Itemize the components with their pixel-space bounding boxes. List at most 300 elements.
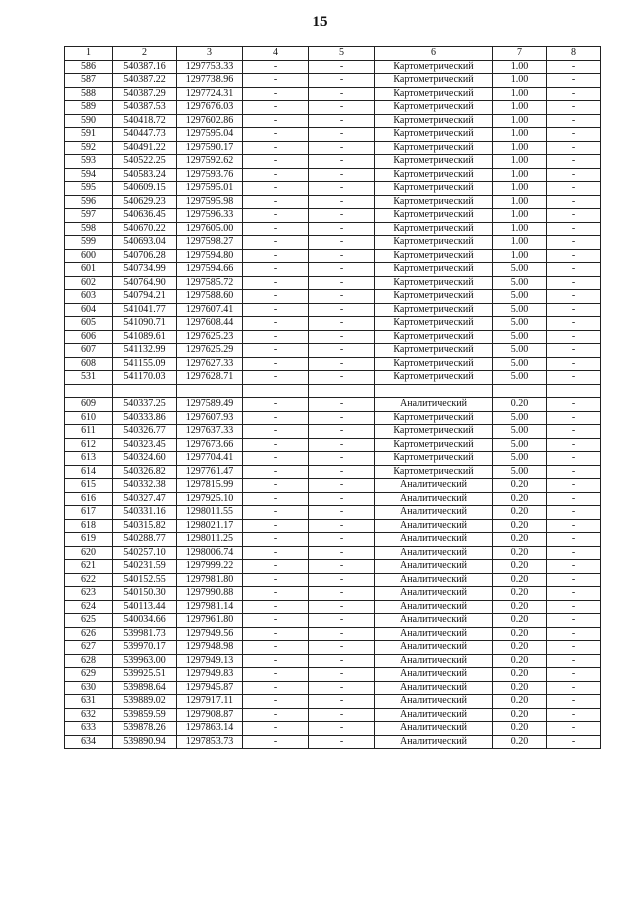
table-cell: -: [243, 587, 309, 601]
table-cell: 5.00: [493, 303, 547, 317]
table-row: [65, 735, 601, 749]
table-cell: -: [309, 411, 375, 425]
table-cell: 631: [65, 695, 113, 709]
table-cell: 0.20: [493, 681, 547, 695]
table-cell: -: [243, 371, 309, 385]
table-cell: 623: [65, 587, 113, 601]
table-cell: 632: [65, 708, 113, 722]
table-cell: Аналитический: [375, 708, 493, 722]
table-cell: 1297607.41: [177, 303, 243, 317]
table-cell: -: [547, 317, 601, 331]
table-cell: -: [547, 74, 601, 88]
table-cell: 541170.03: [113, 371, 177, 385]
table-cell: 539970.17: [113, 641, 177, 655]
table-cell: 541041.77: [113, 303, 177, 317]
table-cell: 1297853.73: [177, 735, 243, 749]
table-cell: 540332.38: [113, 479, 177, 493]
table-row: [65, 465, 601, 479]
table-cell: Картометрический: [375, 452, 493, 466]
table-cell: 596: [65, 195, 113, 209]
table-cell: 1297676.03: [177, 101, 243, 115]
table-cell: Картометрический: [375, 425, 493, 439]
table-cell: -: [243, 722, 309, 736]
table-cell: 595: [65, 182, 113, 196]
table-cell: 540323.45: [113, 438, 177, 452]
table-cell: 540447.73: [113, 128, 177, 142]
table-cell: -: [547, 276, 601, 290]
table-cell: 540387.53: [113, 101, 177, 115]
table-row: [65, 371, 601, 385]
table-cell: -: [243, 600, 309, 614]
table-row: [65, 60, 601, 74]
table-cell: -: [243, 209, 309, 223]
table-cell: -: [243, 573, 309, 587]
table-cell: 1297981.80: [177, 573, 243, 587]
table-cell: Картометрический: [375, 128, 493, 142]
table-cell: 1.00: [493, 195, 547, 209]
table-cell: -: [243, 668, 309, 682]
table-cell: 1.00: [493, 114, 547, 128]
table-cell: 1297949.13: [177, 654, 243, 668]
table-row: [65, 546, 601, 560]
table-cell: 1297596.33: [177, 209, 243, 223]
table-cell: 1297673.66: [177, 438, 243, 452]
table-cell: -: [243, 344, 309, 358]
table-cell: -: [243, 654, 309, 668]
table-cell: Картометрический: [375, 155, 493, 169]
table-cell: 1297999.22: [177, 560, 243, 574]
table-cell: Картометрический: [375, 357, 493, 371]
table-cell: -: [309, 452, 375, 466]
table-row: [65, 708, 601, 722]
table-cell: -: [309, 236, 375, 250]
table-cell: 1297627.33: [177, 357, 243, 371]
table-cell: -: [243, 492, 309, 506]
table-cell: -: [243, 60, 309, 74]
table-row: [65, 654, 601, 668]
table-cell: -: [547, 195, 601, 209]
table-row: [65, 141, 601, 155]
table-cell: -: [243, 452, 309, 466]
table-cell: 1297589.49: [177, 398, 243, 412]
table-row: [65, 492, 601, 506]
table-cell: 1298011.25: [177, 533, 243, 547]
table-cell: 634: [65, 735, 113, 749]
table-cell: -: [547, 290, 601, 304]
table-cell: Аналитический: [375, 641, 493, 655]
table-cell: 1.00: [493, 74, 547, 88]
table-cell: 599: [65, 236, 113, 250]
table-cell: -: [547, 492, 601, 506]
table-cell: 603: [65, 290, 113, 304]
table-cell: 589: [65, 101, 113, 115]
table-cell: -: [243, 681, 309, 695]
table-row: [65, 641, 601, 655]
table-cell: 5.00: [493, 371, 547, 385]
table-cell: 541132.99: [113, 344, 177, 358]
table-cell: 540734.99: [113, 263, 177, 277]
table-row: [65, 290, 601, 304]
table-cell: 628: [65, 654, 113, 668]
table-cell: -: [547, 708, 601, 722]
table-row: [65, 276, 601, 290]
table-cell: -: [547, 128, 601, 142]
table-cell: -: [309, 303, 375, 317]
table-cell: 1297595.98: [177, 195, 243, 209]
table-cell: 1297628.71: [177, 371, 243, 385]
table-cell: 540609.15: [113, 182, 177, 196]
table-cell: Картометрический: [375, 236, 493, 250]
table-cell: 593: [65, 155, 113, 169]
table-cell: [547, 384, 601, 398]
table-cell: 1298021.17: [177, 519, 243, 533]
table-row: [65, 573, 601, 587]
table-cell: -: [243, 479, 309, 493]
table-cell: -: [309, 155, 375, 169]
table-cell: 540670.22: [113, 222, 177, 236]
table-cell: -: [243, 708, 309, 722]
table-cell: -: [309, 654, 375, 668]
table-cell: -: [309, 209, 375, 223]
table-cell: -: [309, 573, 375, 587]
table-cell: 539859.59: [113, 708, 177, 722]
table-cell: 0.20: [493, 668, 547, 682]
table-cell: -: [547, 681, 601, 695]
table-cell: 540522.25: [113, 155, 177, 169]
table-cell: -: [309, 695, 375, 709]
table-cell: -: [309, 330, 375, 344]
table-cell: 597: [65, 209, 113, 223]
table-cell: -: [309, 492, 375, 506]
table-cell: -: [243, 546, 309, 560]
table-row: [65, 722, 601, 736]
table-cell: 629: [65, 668, 113, 682]
column-header: 8: [547, 47, 601, 61]
table-cell: 1297625.29: [177, 344, 243, 358]
table-cell: 540324.60: [113, 452, 177, 466]
table-cell: 0.20: [493, 533, 547, 547]
table-cell: -: [243, 101, 309, 115]
table-cell: 0.20: [493, 492, 547, 506]
table-cell: 539898.64: [113, 681, 177, 695]
table-cell: -: [309, 438, 375, 452]
table-cell: -: [309, 141, 375, 155]
table-cell: -: [547, 546, 601, 560]
column-header: 3: [177, 47, 243, 61]
table-cell: 0.20: [493, 587, 547, 601]
table-cell: -: [309, 101, 375, 115]
table-row: [65, 614, 601, 628]
table-header-row: [65, 47, 601, 61]
table-cell: Аналитический: [375, 668, 493, 682]
table-cell: Аналитический: [375, 627, 493, 641]
table-cell: 540387.16: [113, 60, 177, 74]
table-cell: 0.20: [493, 519, 547, 533]
table-cell: 1.00: [493, 141, 547, 155]
table-cell: -: [547, 465, 601, 479]
table-row: [65, 74, 601, 88]
table-row: [65, 195, 601, 209]
table-cell: 539925.51: [113, 668, 177, 682]
table-cell: 601: [65, 263, 113, 277]
table-cell: 1297590.17: [177, 141, 243, 155]
table-cell: -: [547, 141, 601, 155]
table-cell: -: [547, 263, 601, 277]
table-cell: 539889.02: [113, 695, 177, 709]
table-cell: 540491.22: [113, 141, 177, 155]
page-number: 15: [312, 14, 328, 30]
table-cell: Аналитический: [375, 519, 493, 533]
table-cell: 609: [65, 398, 113, 412]
table-cell: 0.20: [493, 546, 547, 560]
table-cell: 5.00: [493, 330, 547, 344]
table-cell: 539890.94: [113, 735, 177, 749]
table-cell: [113, 384, 177, 398]
table-cell: 539878.26: [113, 722, 177, 736]
table-cell: Картометрический: [375, 303, 493, 317]
table-cell: -: [309, 276, 375, 290]
table-cell: Аналитический: [375, 722, 493, 736]
table-cell: -: [547, 479, 601, 493]
table-cell: 0.20: [493, 641, 547, 655]
table-cell: -: [547, 168, 601, 182]
table-cell: -: [309, 371, 375, 385]
table-cell: -: [309, 600, 375, 614]
table-cell: 1297753.33: [177, 60, 243, 74]
table-cell: -: [309, 681, 375, 695]
table-cell: 1297949.83: [177, 668, 243, 682]
table-row: [65, 249, 601, 263]
table-cell: 5.00: [493, 344, 547, 358]
table-cell: 540150.30: [113, 587, 177, 601]
table-cell: -: [309, 708, 375, 722]
table-cell: Картометрический: [375, 263, 493, 277]
table-cell: 614: [65, 465, 113, 479]
table-row: [65, 533, 601, 547]
table-cell: -: [547, 222, 601, 236]
column-header: 1: [65, 47, 113, 61]
table-cell: -: [243, 438, 309, 452]
table-cell: 540113.44: [113, 600, 177, 614]
table-cell: -: [309, 465, 375, 479]
table-cell: -: [243, 317, 309, 331]
table-cell: Картометрический: [375, 411, 493, 425]
table-cell: -: [243, 263, 309, 277]
table-cell: 1.00: [493, 87, 547, 101]
table-cell: -: [547, 519, 601, 533]
table-cell: Аналитический: [375, 492, 493, 506]
table-cell: 1297602.86: [177, 114, 243, 128]
table-cell: 619: [65, 533, 113, 547]
table-cell: 1297981.14: [177, 600, 243, 614]
table-cell: -: [243, 128, 309, 142]
table-cell: 540333.86: [113, 411, 177, 425]
table-cell: -: [309, 114, 375, 128]
table-cell: [65, 384, 113, 398]
table-cell: 5.00: [493, 276, 547, 290]
table-cell: 1297925.10: [177, 492, 243, 506]
table-cell: -: [309, 249, 375, 263]
table-cell: 5.00: [493, 263, 547, 277]
table-cell: 540583.24: [113, 168, 177, 182]
table-cell: -: [309, 195, 375, 209]
table-cell: 586: [65, 60, 113, 74]
table-cell: -: [243, 114, 309, 128]
table-cell: -: [547, 330, 601, 344]
table-cell: -: [547, 533, 601, 547]
table-cell: Картометрический: [375, 141, 493, 155]
table-cell: [243, 384, 309, 398]
table-cell: 5.00: [493, 425, 547, 439]
table-cell: 618: [65, 519, 113, 533]
table-cell: -: [309, 128, 375, 142]
table-cell: -: [547, 573, 601, 587]
table-cell: -: [243, 425, 309, 439]
table-row: [65, 587, 601, 601]
table-cell: 633: [65, 722, 113, 736]
table-cell: -: [243, 695, 309, 709]
table-cell: 540152.55: [113, 573, 177, 587]
table-cell: 630: [65, 681, 113, 695]
table-cell: -: [547, 182, 601, 196]
table-cell: 540257.10: [113, 546, 177, 560]
table-cell: -: [547, 344, 601, 358]
table-cell: -: [547, 722, 601, 736]
table-cell: -: [547, 452, 601, 466]
table-cell: 540326.82: [113, 465, 177, 479]
table-cell: -: [309, 74, 375, 88]
table-cell: 1297917.11: [177, 695, 243, 709]
table-cell: 540315.82: [113, 519, 177, 533]
table-cell: -: [309, 344, 375, 358]
table-row: [65, 344, 601, 358]
table-row: [65, 560, 601, 574]
table-cell: Картометрический: [375, 371, 493, 385]
table-cell: 606: [65, 330, 113, 344]
table-cell: 607: [65, 344, 113, 358]
table-cell: 1297608.44: [177, 317, 243, 331]
table-row: [65, 452, 601, 466]
table-row: [65, 114, 601, 128]
table-row: [65, 101, 601, 115]
table-cell: 5.00: [493, 452, 547, 466]
table-cell: -: [309, 398, 375, 412]
table-cell: Картометрический: [375, 222, 493, 236]
table-cell: -: [547, 627, 601, 641]
table-cell: 600: [65, 249, 113, 263]
table-cell: 1297585.72: [177, 276, 243, 290]
table-cell: -: [547, 209, 601, 223]
table-row: [65, 128, 601, 142]
table-cell: [375, 384, 493, 398]
table-cell: Картометрический: [375, 438, 493, 452]
table-cell: -: [309, 506, 375, 520]
table-cell: -: [309, 222, 375, 236]
table-cell: Картометрический: [375, 60, 493, 74]
table-cell: Аналитический: [375, 600, 493, 614]
table-cell: -: [309, 479, 375, 493]
table-cell: -: [243, 735, 309, 749]
table-cell: -: [243, 560, 309, 574]
table-cell: -: [547, 438, 601, 452]
table-cell: -: [309, 533, 375, 547]
table-cell: 591: [65, 128, 113, 142]
table-row: [65, 506, 601, 520]
table-cell: -: [547, 114, 601, 128]
table-cell: 541089.61: [113, 330, 177, 344]
table-cell: 531: [65, 371, 113, 385]
table-cell: -: [243, 330, 309, 344]
table-cell: 592: [65, 141, 113, 155]
table-cell: 5.00: [493, 317, 547, 331]
table-cell: -: [243, 614, 309, 628]
table-cell: 1.00: [493, 60, 547, 74]
table-cell: Картометрический: [375, 114, 493, 128]
table-cell: -: [547, 398, 601, 412]
table-cell: 540636.45: [113, 209, 177, 223]
table-cell: 1298006.74: [177, 546, 243, 560]
table-row: [65, 317, 601, 331]
table-cell: -: [309, 560, 375, 574]
table-cell: -: [547, 101, 601, 115]
table-cell: Картометрический: [375, 249, 493, 263]
table-cell: 1297593.76: [177, 168, 243, 182]
table-cell: Картометрический: [375, 465, 493, 479]
table-cell: [493, 384, 547, 398]
table-cell: -: [243, 74, 309, 88]
table-cell: -: [243, 195, 309, 209]
coordinates-table: [64, 46, 601, 749]
table-cell: 1.00: [493, 101, 547, 115]
table-row: [65, 236, 601, 250]
table-cell: Картометрический: [375, 276, 493, 290]
table-cell: 615: [65, 479, 113, 493]
table-cell: 1.00: [493, 209, 547, 223]
table-cell: 0.20: [493, 479, 547, 493]
table-cell: 1.00: [493, 155, 547, 169]
table-cell: -: [243, 182, 309, 196]
table-cell: 540288.77: [113, 533, 177, 547]
table-cell: 1297738.96: [177, 74, 243, 88]
table-cell: Аналитический: [375, 398, 493, 412]
table-row: [65, 479, 601, 493]
table-cell: 1.00: [493, 182, 547, 196]
table-cell: 0.20: [493, 573, 547, 587]
table-cell: 598: [65, 222, 113, 236]
table-cell: 540327.47: [113, 492, 177, 506]
table-cell: -: [309, 546, 375, 560]
table-cell: 608: [65, 357, 113, 371]
table-cell: Картометрический: [375, 101, 493, 115]
table-cell: -: [309, 735, 375, 749]
table-cell: -: [243, 303, 309, 317]
table-cell: 620: [65, 546, 113, 560]
table-cell: Аналитический: [375, 587, 493, 601]
table-cell: -: [243, 533, 309, 547]
table-cell: 1297605.00: [177, 222, 243, 236]
table-cell: Картометрический: [375, 209, 493, 223]
table-cell: 0.20: [493, 627, 547, 641]
table-cell: Аналитический: [375, 735, 493, 749]
table-cell: 540706.28: [113, 249, 177, 263]
table-cell: 541090.71: [113, 317, 177, 331]
table-cell: 613: [65, 452, 113, 466]
table-cell: -: [243, 398, 309, 412]
table-row: [65, 330, 601, 344]
table-cell: 1297761.47: [177, 465, 243, 479]
table-cell: 540034.66: [113, 614, 177, 628]
table-cell: 0.20: [493, 735, 547, 749]
